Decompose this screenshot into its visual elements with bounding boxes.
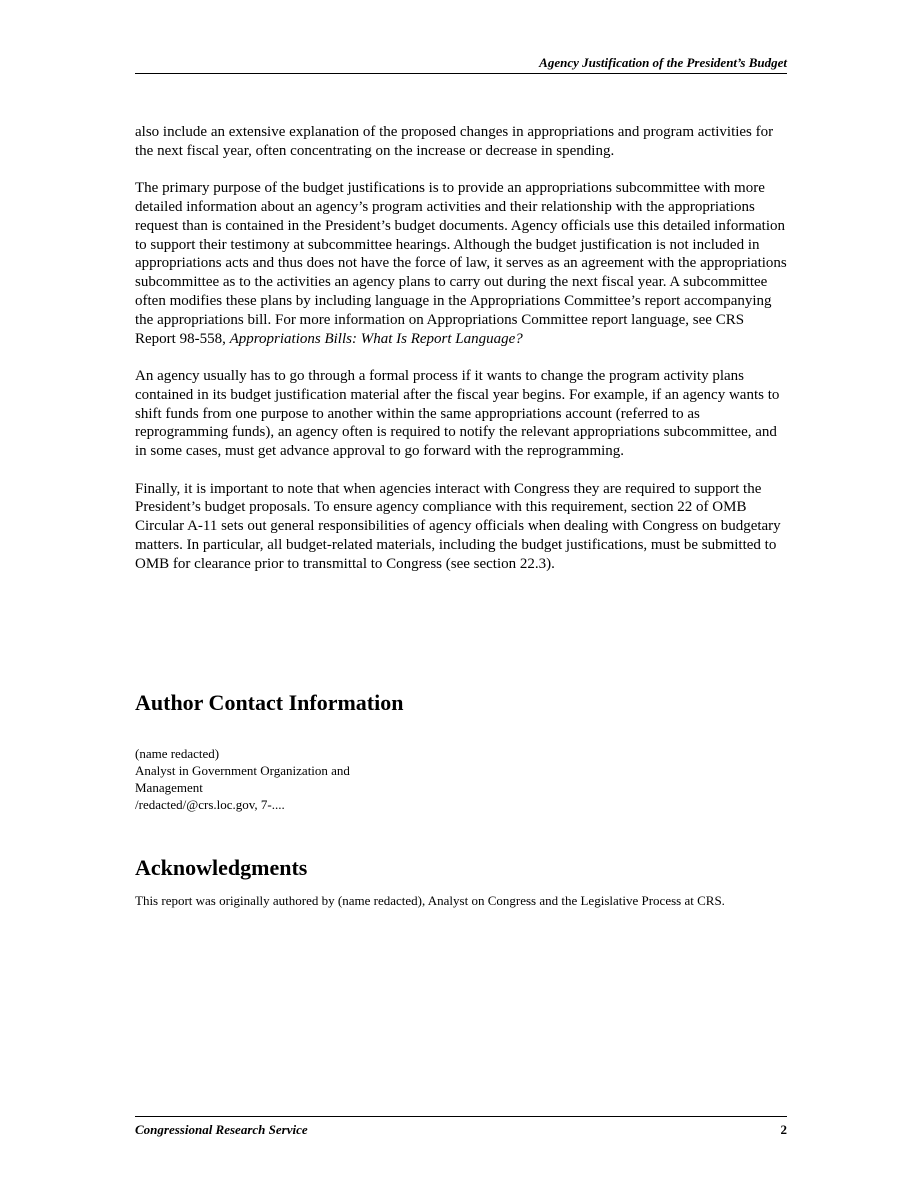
paragraph-1: also include an extensive explanation of the proposed changes in appropriations and program activities for the next fiscal year, often concentrating on the increase or decrease in spending. [135, 124, 774, 159]
acknowledgments-heading: Acknowledgments [135, 855, 308, 880]
body-text [135, 123, 787, 592]
paragraph-4: Finally, it is important to note that when agencies interact with Congress they are required to support the President’s budget proposals. To ensure agency compliance with this requirement, section 22 of OMB Circular A-11 sets out general responsibilities of agency officials when dealing with Congress on budgetary matters. In particular, all budget-related materials, including the budget justifications, must be submitted to OMB for clearance prior to transmittal to Congress (see section 22.3). [135, 480, 781, 572]
author-title-line1: Analyst in Government Organization and [135, 763, 350, 778]
running-title: Agency Justification of the President’s Budget [539, 55, 787, 70]
author-contact-heading: Author Contact Information [135, 690, 404, 715]
author-contact-block [135, 745, 435, 813]
acknowledgments-text: This report was originally authored by (name redacted), Analyst on Congress and the Legislative Process at CRS. [135, 893, 725, 908]
author-title-line2: Management [135, 780, 203, 795]
paragraph-2 [135, 179, 787, 348]
page-footer [135, 1116, 787, 1138]
footer-publisher: Congressional Research Service [135, 1122, 308, 1137]
page-number: 2 [780, 1122, 787, 1137]
author-name: (name redacted) [135, 746, 220, 761]
running-header [135, 55, 787, 74]
report-title-italic: Appropriations Bills: What Is Report Language? [229, 330, 523, 347]
paragraph-3: An agency usually has to go through a formal process if it wants to change the program activity plans contained in its budget justification material after the fiscal year begins. For example, if an agency wants to shift funds from one purpose to another within the same appropriations account (referred to as reprogramming funds), an agency often is required to notify the relevant appropriations subcommittee, and in some cases, must get advance approval to go forward with the reprogramming. [135, 367, 780, 460]
paragraph-2-text: The primary purpose of the budget justifications is to provide an appropriations subcommittee with more detailed information about an agency’s program activities and their relationship with the appropriations request than is contained in the President’s budget documents. Agency officials use this detailed information to support their testimony at subcommittee hearings. Although the budget justification is not included in appropriations acts and thus does not have the force of law, it serves as an agreement with the appropriations subcommittee as to the activities an agency plans to carry out during the next fiscal year. A subcommittee often modifies these plans by including language in the Appropriations Committee’s report accompanying the appropriations bill. For more information on Appropriations Committee report language, see CRS Report 98-558, [135, 180, 787, 347]
author-contact-details: /redacted/@crs.loc.gov, 7-.... [135, 797, 285, 812]
